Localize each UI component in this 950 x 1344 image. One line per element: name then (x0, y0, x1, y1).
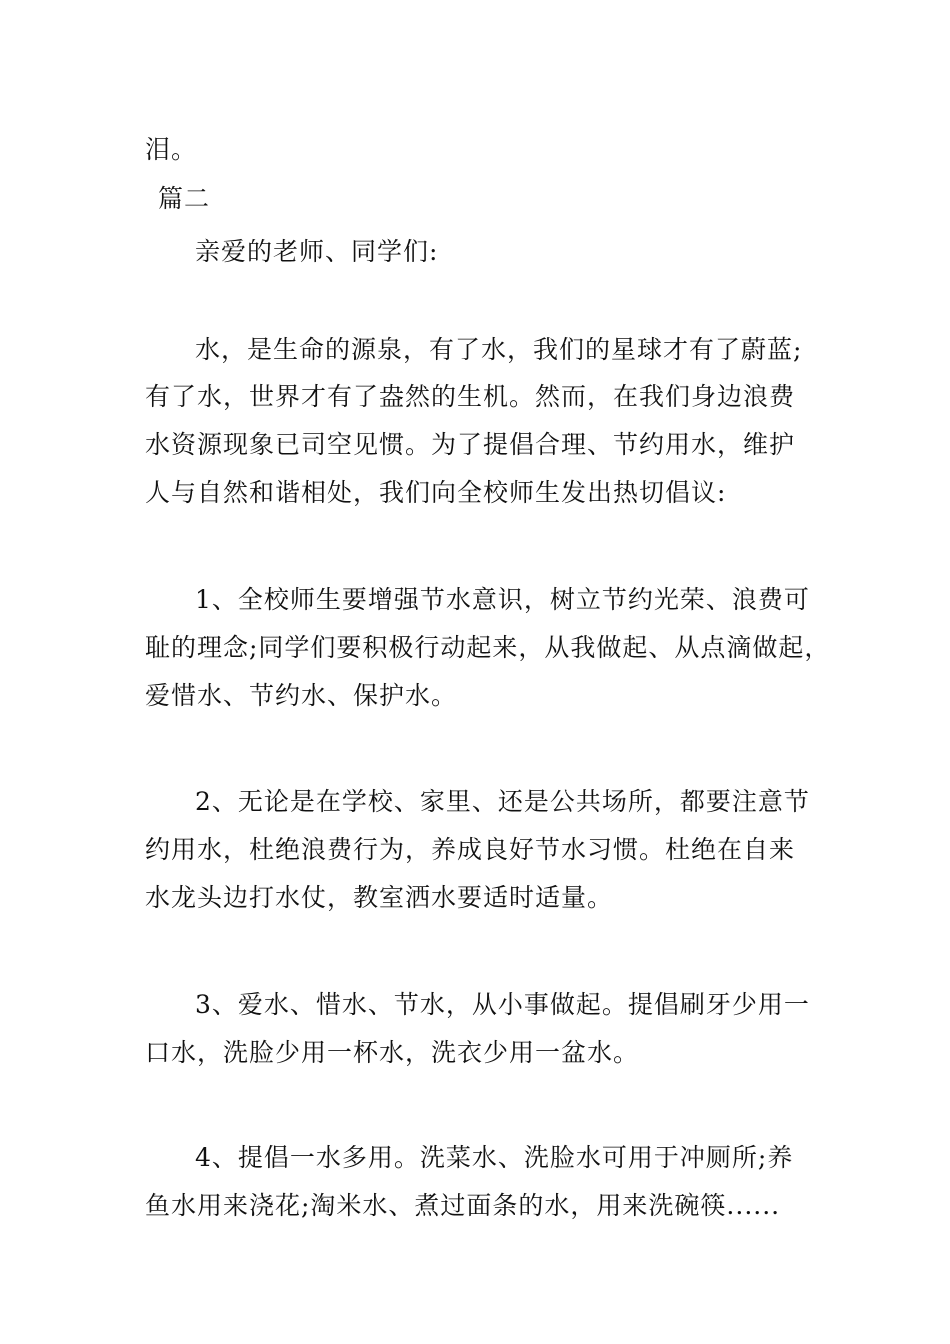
item-3-line-1: 3、爱水、惜水、节水，从小事做起。提倡刷牙少用一 (195, 990, 810, 1019)
item-4-line-1: 4、提倡一水多用。洗菜水、洗脸水可用于冲厕所;养 (195, 1143, 794, 1172)
item-2-line-2: 约用水，杜绝浪费行为，养成良好节水习惯。杜绝在自来 (145, 835, 796, 864)
item-1-line-1: 1、全校师生要增强节水意识，树立节约光荣、浪费可 (195, 585, 810, 614)
text-line-ending: 泪。 (145, 135, 198, 164)
item-2-line-3: 水龙头边打水仗，教室洒水要适时适量。 (145, 883, 614, 912)
item-1-line-3: 爱惜水、节约水、保护水。 (145, 681, 458, 710)
item-1-line-2: 耻的理念;同学们要积极行动起来，从我做起、从点滴做起， (145, 633, 831, 662)
paragraph-intro-line-3: 水资源现象已司空见惯。为了提倡合理、节约用水，维护 (145, 430, 796, 459)
item-4-line-2: 鱼水用来浇花;淘米水、煮过面条的水，用来洗碗筷...... (145, 1191, 781, 1220)
item-2-line-1: 2、无论是在学校、家里、还是公共场所，都要注意节 (195, 787, 810, 816)
item-3-line-2: 口水，洗脸少用一杯水，洗衣少用一盆水。 (145, 1038, 640, 1067)
paragraph-intro-line-1: 水，是生命的源泉，有了水，我们的星球才有了蔚蓝; (195, 335, 803, 364)
section-heading: 篇二 (158, 184, 211, 213)
salutation: 亲爱的老师、同学们: (195, 237, 439, 266)
paragraph-intro-line-4: 人与自然和谐相处，我们向全校师生发出热切倡议: (145, 478, 727, 507)
paragraph-intro-line-2: 有了水，世界才有了盎然的生机。然而，在我们身边浪费 (145, 382, 796, 411)
